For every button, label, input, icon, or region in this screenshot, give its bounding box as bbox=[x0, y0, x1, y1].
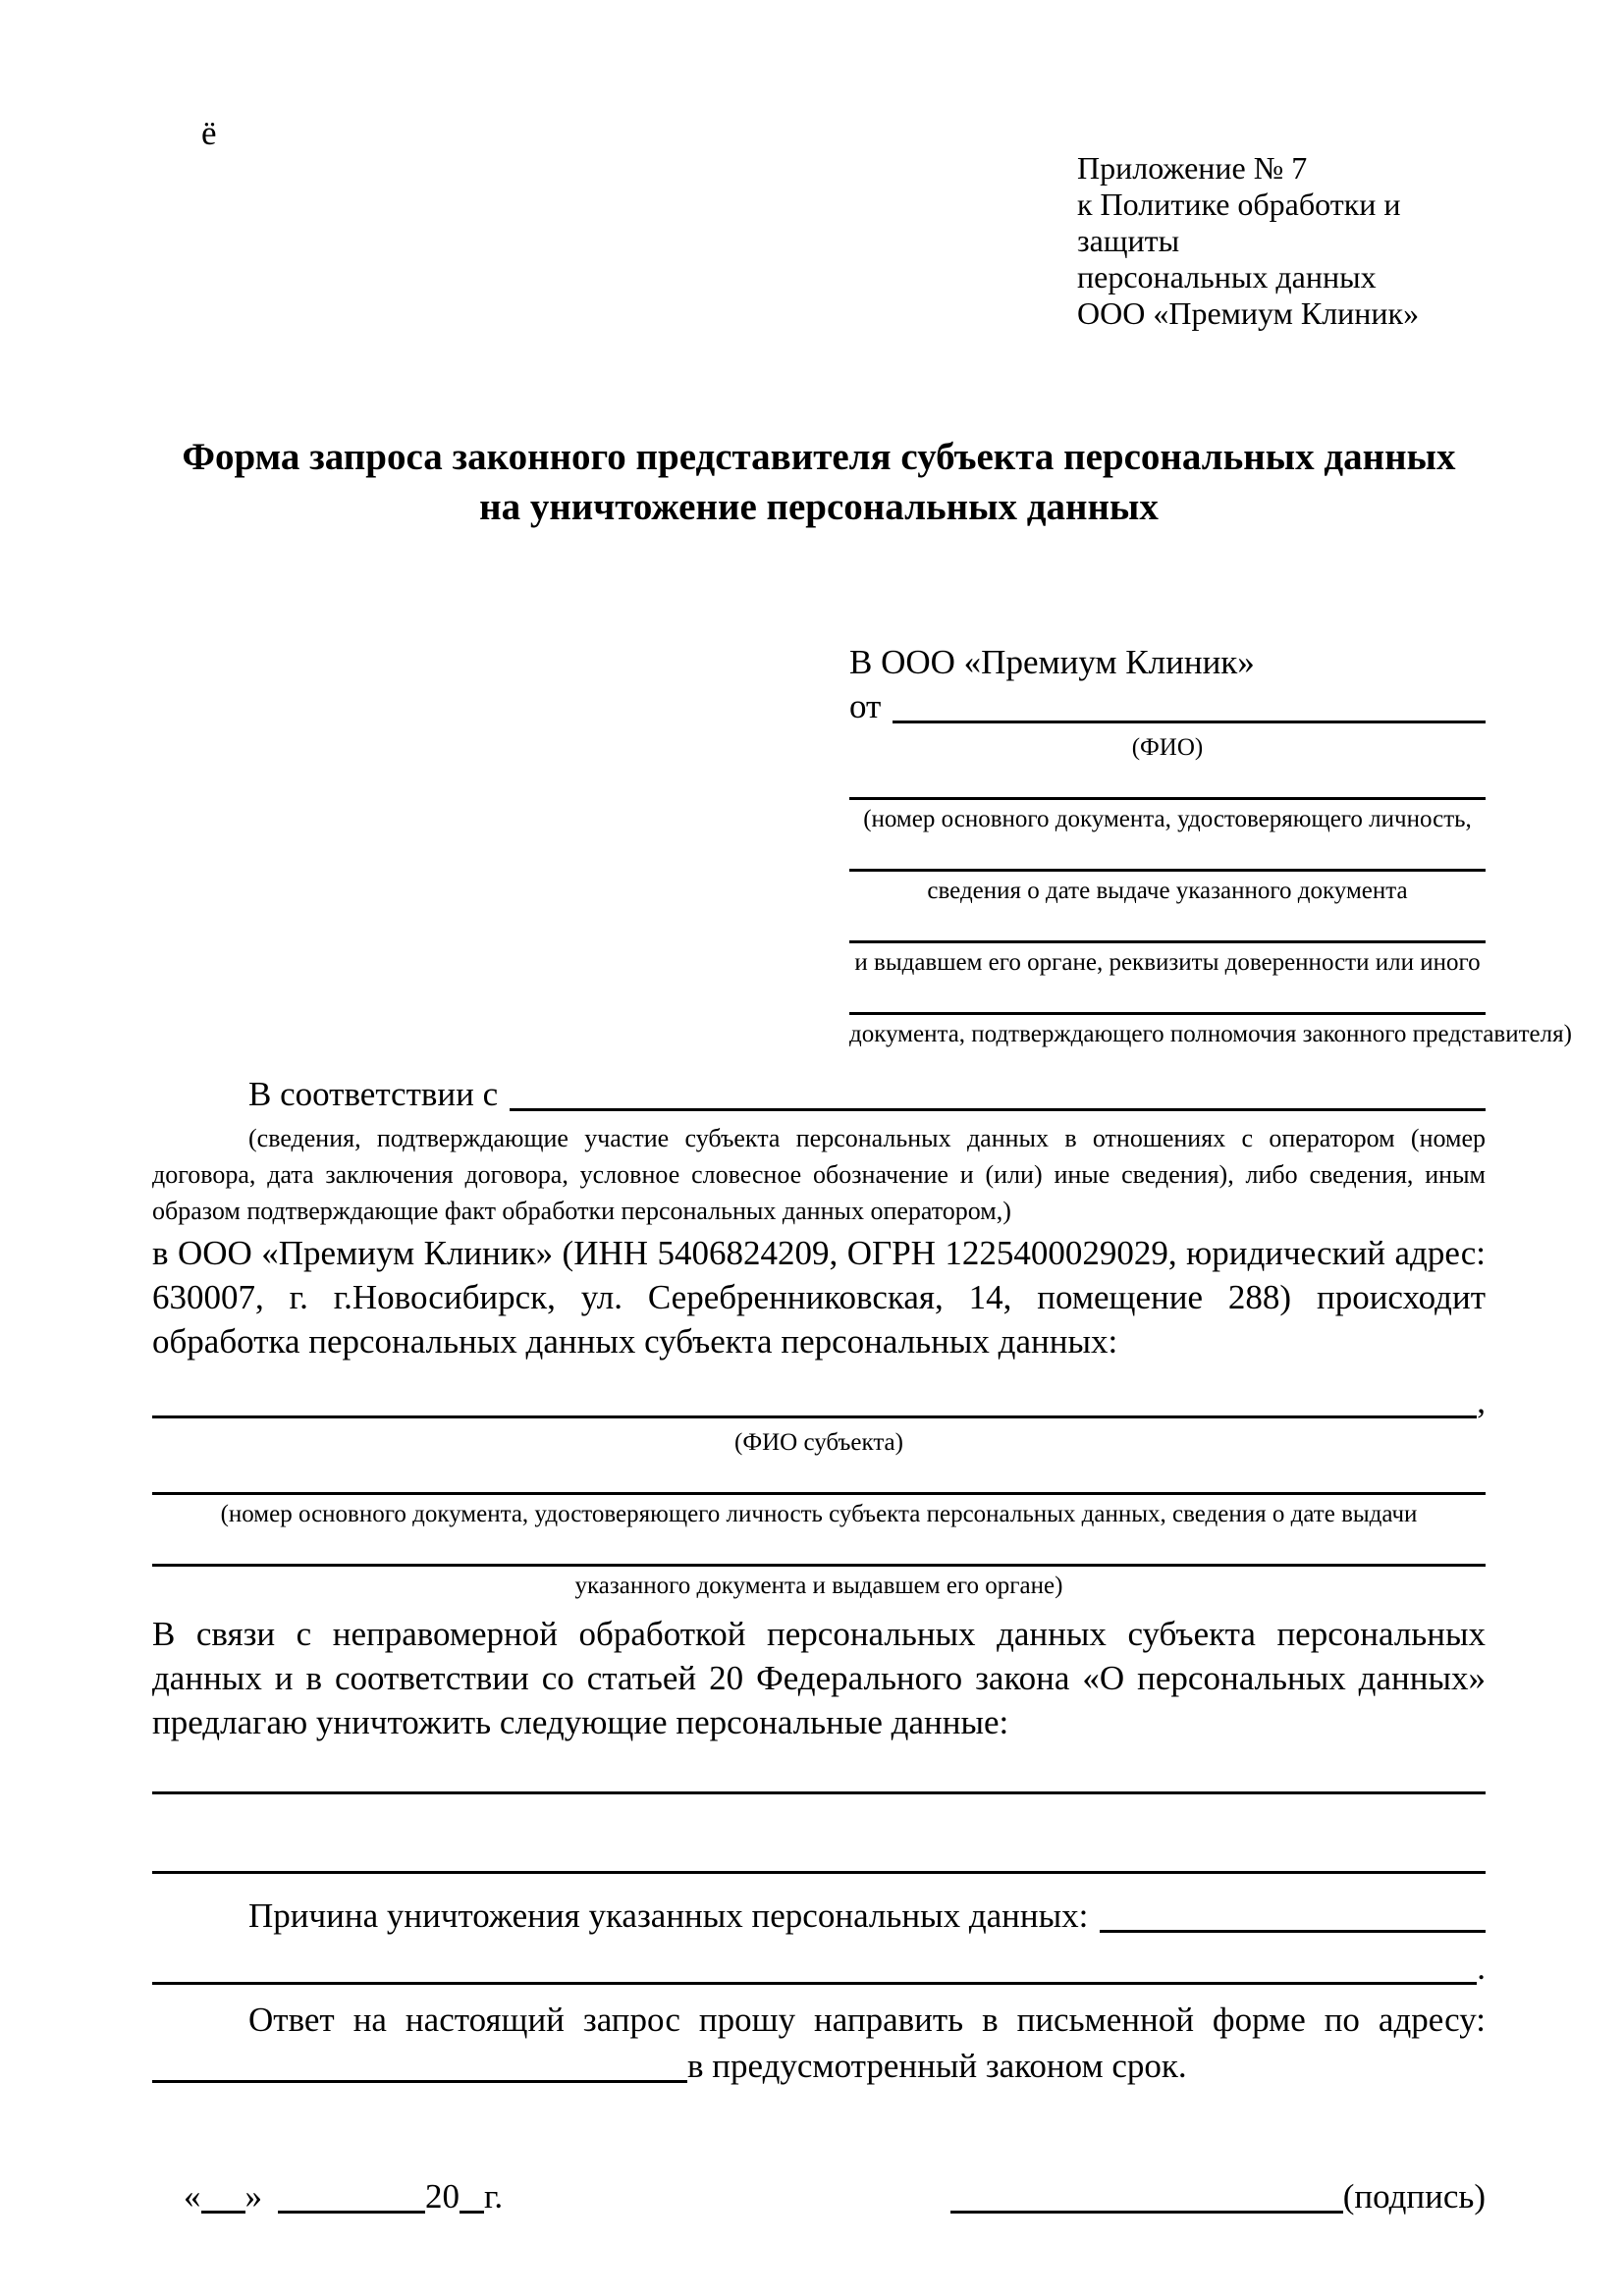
subject-line-comma: , bbox=[1477, 1382, 1486, 1420]
appendix-header-line: персональных данных bbox=[1077, 259, 1377, 294]
appendix-header-line: к Политике обработки и защиты bbox=[1077, 187, 1401, 258]
date-quote-close: » bbox=[244, 2177, 262, 2216]
subject-fio-field-line bbox=[152, 1386, 1477, 1418]
reply-address-field-line bbox=[152, 2051, 687, 2083]
date-day-field-line bbox=[201, 2181, 245, 2214]
subject-doc-field-line-1 bbox=[152, 1492, 1486, 1495]
reason-period: . bbox=[1477, 1949, 1486, 1987]
accordance-field-line bbox=[510, 1079, 1486, 1111]
reply-paragraph: Ответ на настоящий запрос прошу направить в письменной форме по адресу: bbox=[248, 2001, 1486, 2039]
from-row bbox=[849, 684, 1486, 728]
reason-continuation-row bbox=[152, 1946, 1486, 1990]
representative-doc-field-line-4 bbox=[849, 1012, 1486, 1015]
representative-doc-field-line-1 bbox=[849, 797, 1486, 800]
reason-field-line-2 bbox=[152, 1952, 1477, 1985]
addressee-organization: В ООО «Премиум Клиник» bbox=[849, 643, 1255, 681]
fio-caption: (ФИО) bbox=[1131, 734, 1204, 761]
representative-doc-field-line-3 bbox=[849, 940, 1486, 943]
representative-doc-field-line-2 bbox=[849, 869, 1486, 872]
representative-fio-field-line bbox=[893, 691, 1486, 723]
operator-paragraph: в ООО «Премиум Клиник» (ИНН 5406824209, ОГРН 1225400029029, юридический адрес: 630007, г. г.Новосибирск, ул. Серебренниковская, 14, помещение 288) происходит обработка персональных данных субъекта персональных данных: bbox=[152, 1234, 1486, 1361]
subject-doc-field-line-2 bbox=[152, 1564, 1486, 1567]
reply-address-row bbox=[152, 2044, 1486, 2088]
reason-row bbox=[152, 1894, 1486, 1938]
personal-data-field-line-2 bbox=[152, 1871, 1486, 1874]
addressee-block bbox=[849, 640, 1572, 1050]
document-title-line-1: Форма запроса законного представителя субъекта персональных данных bbox=[182, 436, 1456, 478]
stray-char: ё bbox=[201, 114, 217, 152]
signature-field-line bbox=[950, 2181, 1343, 2214]
representative-doc-caption-4: документа, подтверждающего полномочия законного представителя) bbox=[849, 1021, 1572, 1047]
document-title bbox=[152, 432, 1486, 532]
appendix-header-line: Приложение № 7 bbox=[1077, 150, 1308, 186]
accordance-label: В соответствии с bbox=[248, 1075, 499, 1113]
signature-footer bbox=[152, 2174, 1486, 2218]
accordance-row bbox=[152, 1072, 1486, 1116]
from-label: от bbox=[849, 687, 882, 725]
date-month-field-line bbox=[278, 2181, 425, 2214]
representative-doc-caption-1: (номер основного документа, удостоверяющего личность, bbox=[863, 806, 1472, 832]
reply-suffix-text: в предусмотренный законом срок. bbox=[687, 2047, 1187, 2085]
date-year-prefix: 20 bbox=[425, 2177, 460, 2216]
date-quote-open: « bbox=[184, 2177, 201, 2216]
subject-fio-row bbox=[152, 1379, 1486, 1423]
appendix-header-block bbox=[1077, 150, 1486, 332]
appendix-header-line: ООО «Премиум Клиник» bbox=[1077, 295, 1420, 331]
accordance-caption: (сведения, подтверждающие участие субъекта персональных данных в отношениях с оператором (номер договора, дата заключения договора, условное словесное обозначение и (или) иные сведения), либо сведения, иным образом подтверждающие факт обработки персональных данных оператором,) bbox=[152, 1124, 1486, 1225]
signature-caption: (подпись) bbox=[1342, 2177, 1486, 2216]
document-title-line-2: на уничтожение персональных данных bbox=[479, 486, 1159, 528]
subject-fio-caption: (ФИО субъекта) bbox=[734, 1429, 903, 1456]
date-group bbox=[152, 2174, 503, 2218]
representative-doc-caption-3: и выдавшем его органе, реквизиты доверенности или иного bbox=[854, 949, 1481, 976]
representative-doc-caption-2: сведения о дате выдаче указанного документа bbox=[927, 878, 1408, 904]
subject-doc-caption-2: указанного документа и выдавшем его органе) bbox=[574, 1573, 1063, 1599]
personal-data-field-line-1 bbox=[152, 1791, 1486, 1794]
subject-doc-caption-1: (номер основного документа, удостоверяющего личность субъекта персональных данных, сведения о дате выдачи bbox=[220, 1501, 1418, 1527]
destroy-request-paragraph: В связи с неправомерной обработкой персональных данных субъекта персональных данных и в соответствии со статьей 20 Федерального закона «О персональных данных» предлагаю уничтожить следующие персональные данные: bbox=[152, 1615, 1486, 1741]
reason-label: Причина уничтожения указанных персональных данных: bbox=[248, 1896, 1089, 1935]
reason-field-line-1 bbox=[1100, 1900, 1486, 1933]
signature-group bbox=[950, 2174, 1486, 2218]
date-year-suffix: г. bbox=[484, 2177, 504, 2216]
date-year-field-line bbox=[460, 2181, 484, 2214]
